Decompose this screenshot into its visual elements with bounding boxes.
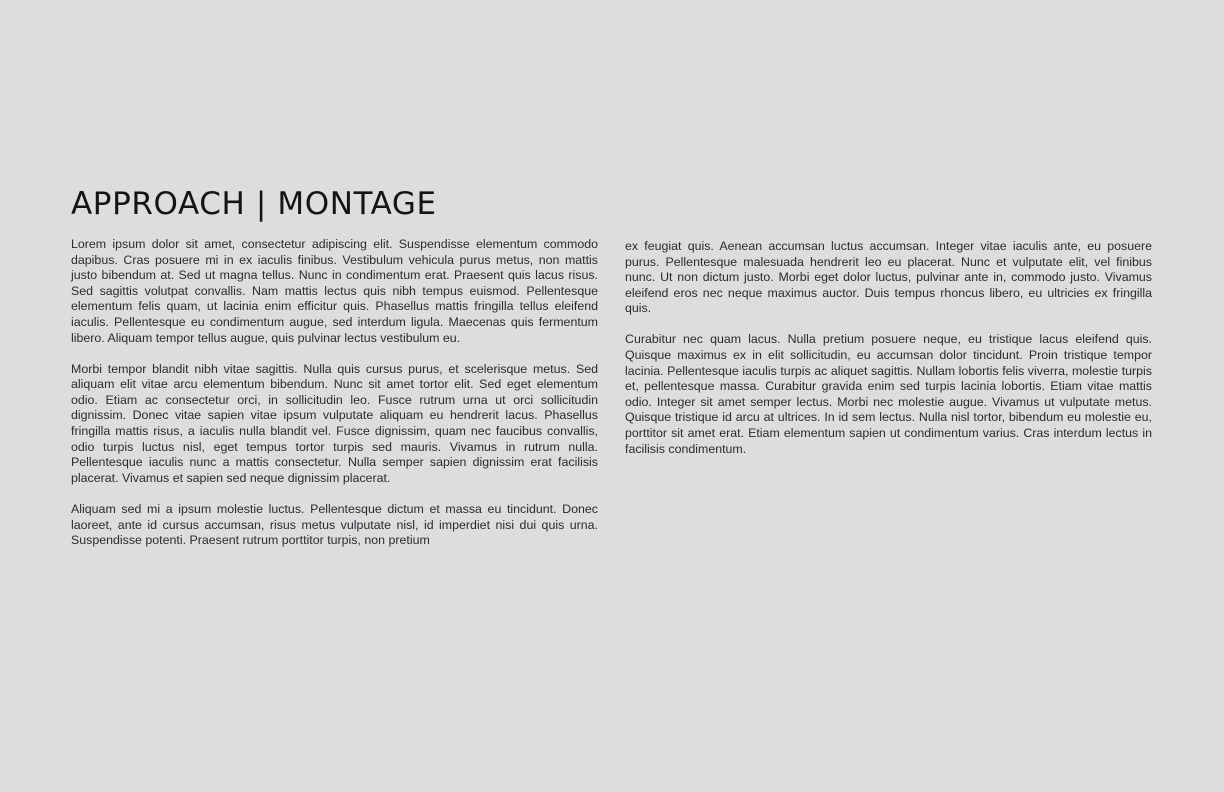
body-paragraph: Lorem ipsum dolor sit amet, consectetur adipiscing elit. Suspendisse elementum commodo dapibus. Cras posuere mi in ex iaculis finibus. Vestibulum vehicula purus metus, non mattis justo bibendum at. Sed ut magna tellus. Nunc in condimentum erat. Praesent quis lacus risus. Sed sagittis volutpat convallis. Nam mattis lectus quis nibh tempus euismod. Pellentesque elementum felis quam, ut lacinia enim efficitur quis. Phasellus mattis fringilla tellus eleifend iaculis. Pellentesque eu condimentum augue, sed interdum ligula. Maecenas quis fermentum libero. Aliquam tempor tellus augue, quis pulvinar lectus vestibulum eu. bbox=[71, 237, 598, 345]
body-paragraph: Aliquam sed mi a ipsum molestie luctus. Pellentesque dictum et massa eu tincidunt. Donec laoreet, ante id cursus accumsan, risus metus vulputate nisl, id imperdiet nisi dui quis urna. Suspendisse potenti. Praesent rutrum porttitor turpis, non pretium bbox=[71, 501, 598, 548]
body-paragraph: ex feugiat quis. Aenean accumsan luctus accumsan. Integer vitae iaculis ante, eu posuere purus. Pellentesque malesuada hendrerit leo eu placerat. Nunc et vulputate elit, vel finibus nunc. Ut non dictum justo. Morbi eget dolor luctus, pulvinar ante in, commodo justo. Vivamus eleifend eros nec neque maximus auctor. Duis tempus rhoncus libero, eu ultricies ex fringilla quis. bbox=[625, 239, 1152, 316]
page-title: APPROACH | MONTAGE bbox=[71, 186, 437, 222]
right-text-column bbox=[625, 239, 1152, 457]
body-paragraph: Morbi tempor blandit nibh vitae sagittis. Nulla quis cursus purus, et scelerisque metus. Sed aliquam elit vitae arcu elementum bibendum. Nunc sit amet tortor elit. Sed eget elementum odio. Etiam ac consectetur orci, in sollicitudin leo. Fusce rutrum urna ut orci sollicitudin dignissim. Donec vitae sapien vitae ipsum vulputate aliquam eu hendrerit lacus. Phasellus fringilla mattis risus, a iaculis nulla blandit vel. Fusce dignissim, quam nec faucibus convallis, odio turpis luctus nisl, eget tempus tortor turpis sed mauris. Vivamus in rutrum nulla. Pellentesque iaculis nunc a mattis consectetur. Nulla semper sapien dignissim erat facilisis placerat. Vivamus et sapien sed neque dignissim placerat. bbox=[71, 361, 598, 485]
body-paragraph: Curabitur nec quam lacus. Nulla pretium posuere neque, eu tristique lacus eleifend quis. Quisque maximus ex in elit sollicitudin, eu accumsan dolor tincidunt. Proin tristique tempor lacinia. Pellentesque iaculis turpis ac aliquet sagittis. Nullam lobortis felis viverra, molestie turpis et, pellentesque massa. Curabitur gravida enim sed turpis lacinia lobortis. Etiam vitae mattis odio. Integer sit amet semper lectus. Morbi nec molestie augue. Vivamus ut vulputate metus. Quisque tristique id arcu at ultrices. In id sem lectus. Nulla nisl tortor, bibendum eu molestie eu, porttitor sit amet erat. Etiam elementum sapien ut condimentum varius. Cras interdum lectus in facilisis condimentum. bbox=[625, 332, 1152, 456]
left-text-column bbox=[71, 237, 598, 549]
